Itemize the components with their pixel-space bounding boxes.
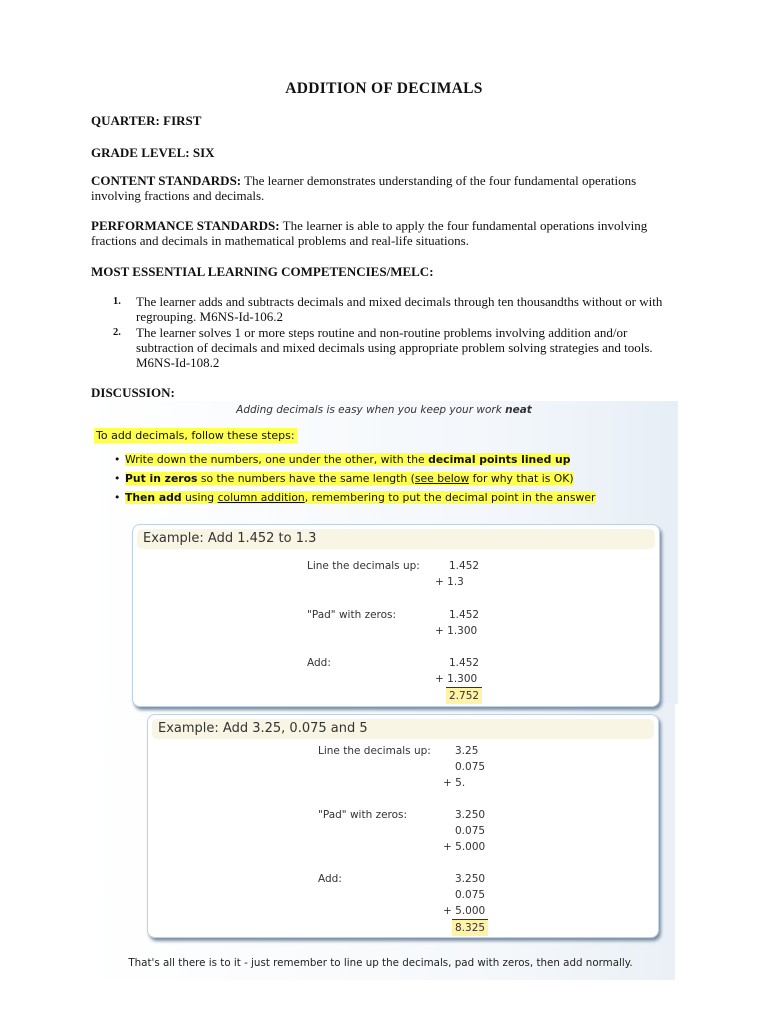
- calc-line: + 1.300: [435, 625, 478, 637]
- calc-line: 0.075: [455, 825, 486, 837]
- example-heading: Example: Add 1.452 to 1.3: [137, 529, 655, 549]
- content-standards-label: CONTENT STANDARDS:: [91, 173, 242, 188]
- label-add: Add:: [307, 657, 331, 669]
- label-pad: "Pad" with zeros:: [307, 609, 397, 621]
- label-add: Add:: [318, 873, 342, 885]
- step-bold: Then add: [125, 491, 182, 504]
- content-standards: [91, 173, 671, 203]
- calc-line: + 5.: [443, 777, 466, 789]
- calc-line: 3.250: [455, 809, 486, 821]
- closing-note: That's all there is to it - just remember to line up the decimals, pad with zeros, then add normally.: [128, 957, 633, 969]
- step-text: , remembering to put the decimal point in the answer: [304, 491, 596, 504]
- calc-line: + 1.300: [435, 673, 478, 685]
- grade-label: GRADE LEVEL:: [91, 145, 190, 160]
- melc-item-number: 1.: [113, 296, 121, 307]
- calc-line: + 1.3: [435, 576, 464, 588]
- grade-line: [91, 145, 681, 160]
- step-bold: decimal points lined up: [428, 453, 571, 466]
- subtitle-text: Adding decimals is easy when you keep your work: [236, 404, 506, 416]
- calc-line: + 5.000: [443, 905, 486, 917]
- calc-line: + 5.000: [443, 841, 486, 853]
- step-item: [114, 453, 570, 467]
- content-standards-text: The learner demonstrates understanding of the four fundamental operations involving fractions and decimals.: [91, 173, 637, 203]
- column-addition-link[interactable]: column addition: [217, 491, 305, 504]
- melc-item-number: 2.: [113, 327, 121, 338]
- calc-line: 0.075: [455, 889, 486, 901]
- step-text: so the numbers have the same length (: [197, 472, 415, 485]
- step-bold: Put in zeros: [125, 472, 198, 485]
- step-text: Write down the numbers, one under the other, with the: [125, 453, 429, 466]
- performance-standards-label: PERFORMANCE STANDARDS:: [91, 218, 280, 233]
- discussion-subtitle: [0, 404, 768, 416]
- label-line-up: Line the decimals up:: [307, 560, 420, 572]
- calc-line: 0.075: [455, 761, 486, 773]
- bullet-icon: •: [114, 472, 121, 485]
- bullet-icon: •: [114, 491, 121, 504]
- melc-item-text: The learner solves 1 or more steps routine and non-routine problems involving addition and/or subtraction of decimals and mixed decimals using appropriate problem solving strategies and tools. M6NS-Id-108.2: [136, 325, 653, 370]
- melc-heading-text: MOST ESSENTIAL LEARNING COMPETENCIES/MELC:: [91, 264, 434, 279]
- label-line-up: Line the decimals up:: [318, 745, 431, 757]
- melc-item-text: The learner adds and subtracts decimals and mixed decimals through ten thousandths without or with regrouping. M6NS-Id-106.2: [136, 294, 663, 324]
- answer-value: 2.752: [446, 687, 482, 704]
- step-item: [114, 491, 595, 505]
- discussion-heading: DISCUSSION:: [91, 385, 175, 400]
- example-heading: Example: Add 3.25, 0.075 and 5: [152, 719, 654, 739]
- steps-heading: To add decimals, follow these steps:: [96, 429, 295, 442]
- example-box-1: [132, 524, 660, 707]
- label-pad: "Pad" with zeros:: [318, 809, 408, 821]
- step-text: using: [181, 491, 218, 504]
- see-below-link[interactable]: see below: [414, 472, 470, 485]
- step-item: [114, 472, 574, 486]
- melc-heading: [91, 264, 681, 279]
- melc-item: [113, 294, 673, 324]
- performance-standards: [91, 218, 691, 248]
- quarter-line: [91, 113, 681, 128]
- performance-standards-text: The learner is able to apply the four fundamental operations involving fractions and decimals in mathematical problems and real-life situations.: [91, 218, 648, 248]
- calc-line: 1.452: [449, 609, 480, 621]
- subtitle-bold: neat: [505, 404, 532, 416]
- answer-value: 8.325: [452, 919, 488, 936]
- quarter-value: FIRST: [163, 113, 202, 128]
- step-text: for why that is OK): [469, 472, 574, 485]
- calc-line: 1.452: [449, 657, 480, 669]
- document-title: ADDITION OF DECIMALS: [285, 80, 483, 97]
- quarter-label: QUARTER:: [91, 113, 160, 128]
- calc-line: 3.250: [455, 873, 486, 885]
- grade-value: SIX: [192, 145, 215, 160]
- calc-line: 3.25: [455, 745, 479, 757]
- melc-item: [113, 325, 673, 370]
- bullet-icon: •: [114, 453, 121, 466]
- calc-line: 1.452: [449, 560, 480, 572]
- example-box-2: [147, 714, 659, 938]
